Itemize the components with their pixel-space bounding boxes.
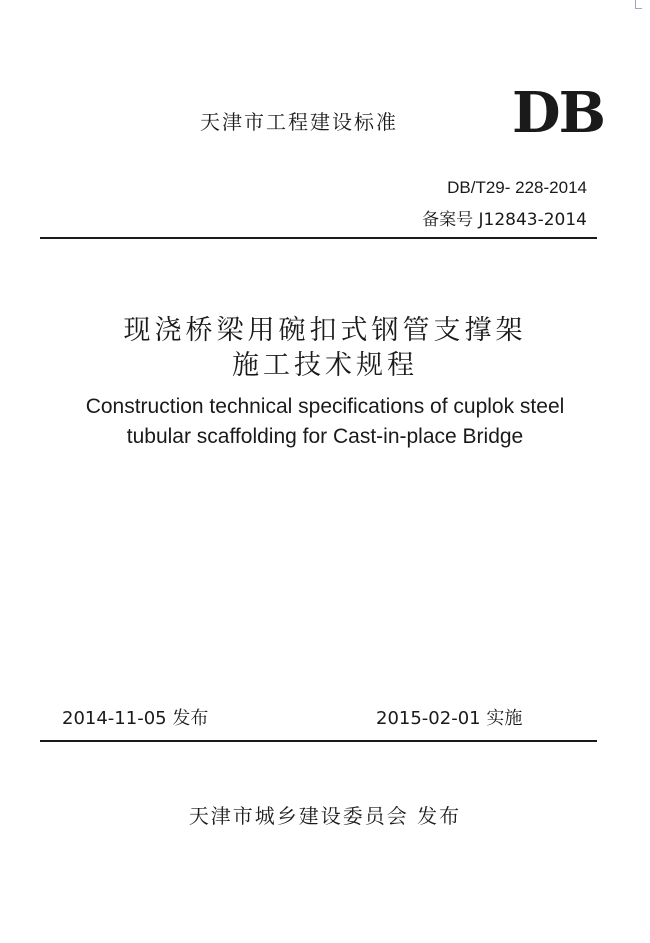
title-chinese-line-1: 现浇桥梁用碗扣式钢管支撑架 xyxy=(123,315,527,346)
record-number: 备案号 J12843-2014 xyxy=(422,210,587,230)
top-divider xyxy=(40,237,597,239)
publisher: 天津市城乡建设委员会 发布 xyxy=(188,804,462,828)
corner-mark xyxy=(635,0,642,9)
cover-header xyxy=(0,80,650,146)
db-logo-mark: DB xyxy=(512,80,604,146)
standard-category-label: 天津市工程建设标准 xyxy=(200,110,398,134)
bottom-divider xyxy=(40,740,597,742)
title-english-line-1: Construction technical specifications of cuplok steel xyxy=(85,395,565,418)
effective-date: 2015-02-01 实施 xyxy=(376,708,523,729)
issue-date: 2014-11-05 发布 xyxy=(62,708,209,729)
dates-row xyxy=(0,704,650,730)
title-chinese-line-2: 施工技术规程 xyxy=(232,350,418,381)
title-english-line-2: tubular scaffolding for Cast-in-place Bridge xyxy=(126,425,524,448)
standard-number: DB/T29- 228-2014 xyxy=(447,178,587,197)
